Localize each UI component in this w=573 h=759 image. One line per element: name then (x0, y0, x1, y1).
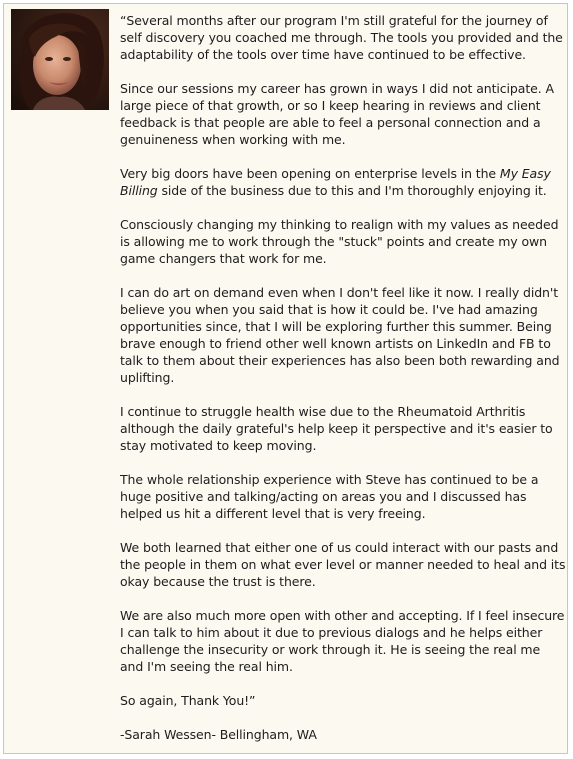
paragraph-4: Consciously changing my thinking to realign with my values as needed is allowing me to work through the "stuck" points and create my own game changers that work for me. (120, 217, 559, 266)
paragraph-3-end: side of the business due to this and I'm thoroughly enjoying it. (157, 183, 547, 198)
testimonial-card (3, 3, 568, 754)
paragraph-7: The whole relationship experience with Steve has continued to be a huge positive and talking/acting on areas you and I discussed has helped us hit a different level that is very freeing. (120, 472, 539, 521)
paragraph-5: I can do art on demand even when I don't feel like it now. I really didn't believe you when you said that is how it could be. I've had amazing opportunities since, that I will be exploring further this summer. Being brave enough to friend other well known artists on LinkedIn and FB to talk to them about their experiences has also been both rewarding and uplifting. (120, 285, 560, 385)
portrait-photo (11, 9, 109, 110)
paragraph-3-start: Very big doors have been opening on enterprise levels in the (120, 166, 500, 181)
paragraph-1: “Several months after our program I'm still grateful for the journey of self discovery you coached me through. The tools you provided and the adaptability of the tools over time have continued to be effective. (120, 13, 563, 62)
paragraph-2: Since our sessions my career has grown in ways I did not anticipate. A large piece of that growth, or so I keep hearing in reviews and client feedback is that people are able to feel a personal connection and a genuineness when working with me. (120, 81, 554, 147)
company-name: My Easy Billing (120, 166, 551, 198)
testimonial-text (120, 12, 566, 743)
signature: -Sarah Wessen- Bellingham, WA (120, 727, 317, 742)
paragraph-10: So again, Thank You!” (120, 693, 256, 708)
paragraph-3 (120, 165, 566, 199)
paragraph-9: We are also much more open with other and accepting. If I feel insecure I can talk to him about it due to previous dialogs and he helps either challenge the insecurity or work through it. He is seeing the real me and I'm seeing the real him. (120, 608, 565, 674)
paragraph-6: I continue to struggle health wise due to the Rheumatoid Arthritis although the daily grateful's help keep it perspective and it's easier to stay motivated to keep moving. (120, 404, 553, 453)
paragraph-8: We both learned that either one of us could interact with our pasts and the people in them on what ever level or manner needed to heal and its okay because the trust is there. (120, 540, 566, 589)
